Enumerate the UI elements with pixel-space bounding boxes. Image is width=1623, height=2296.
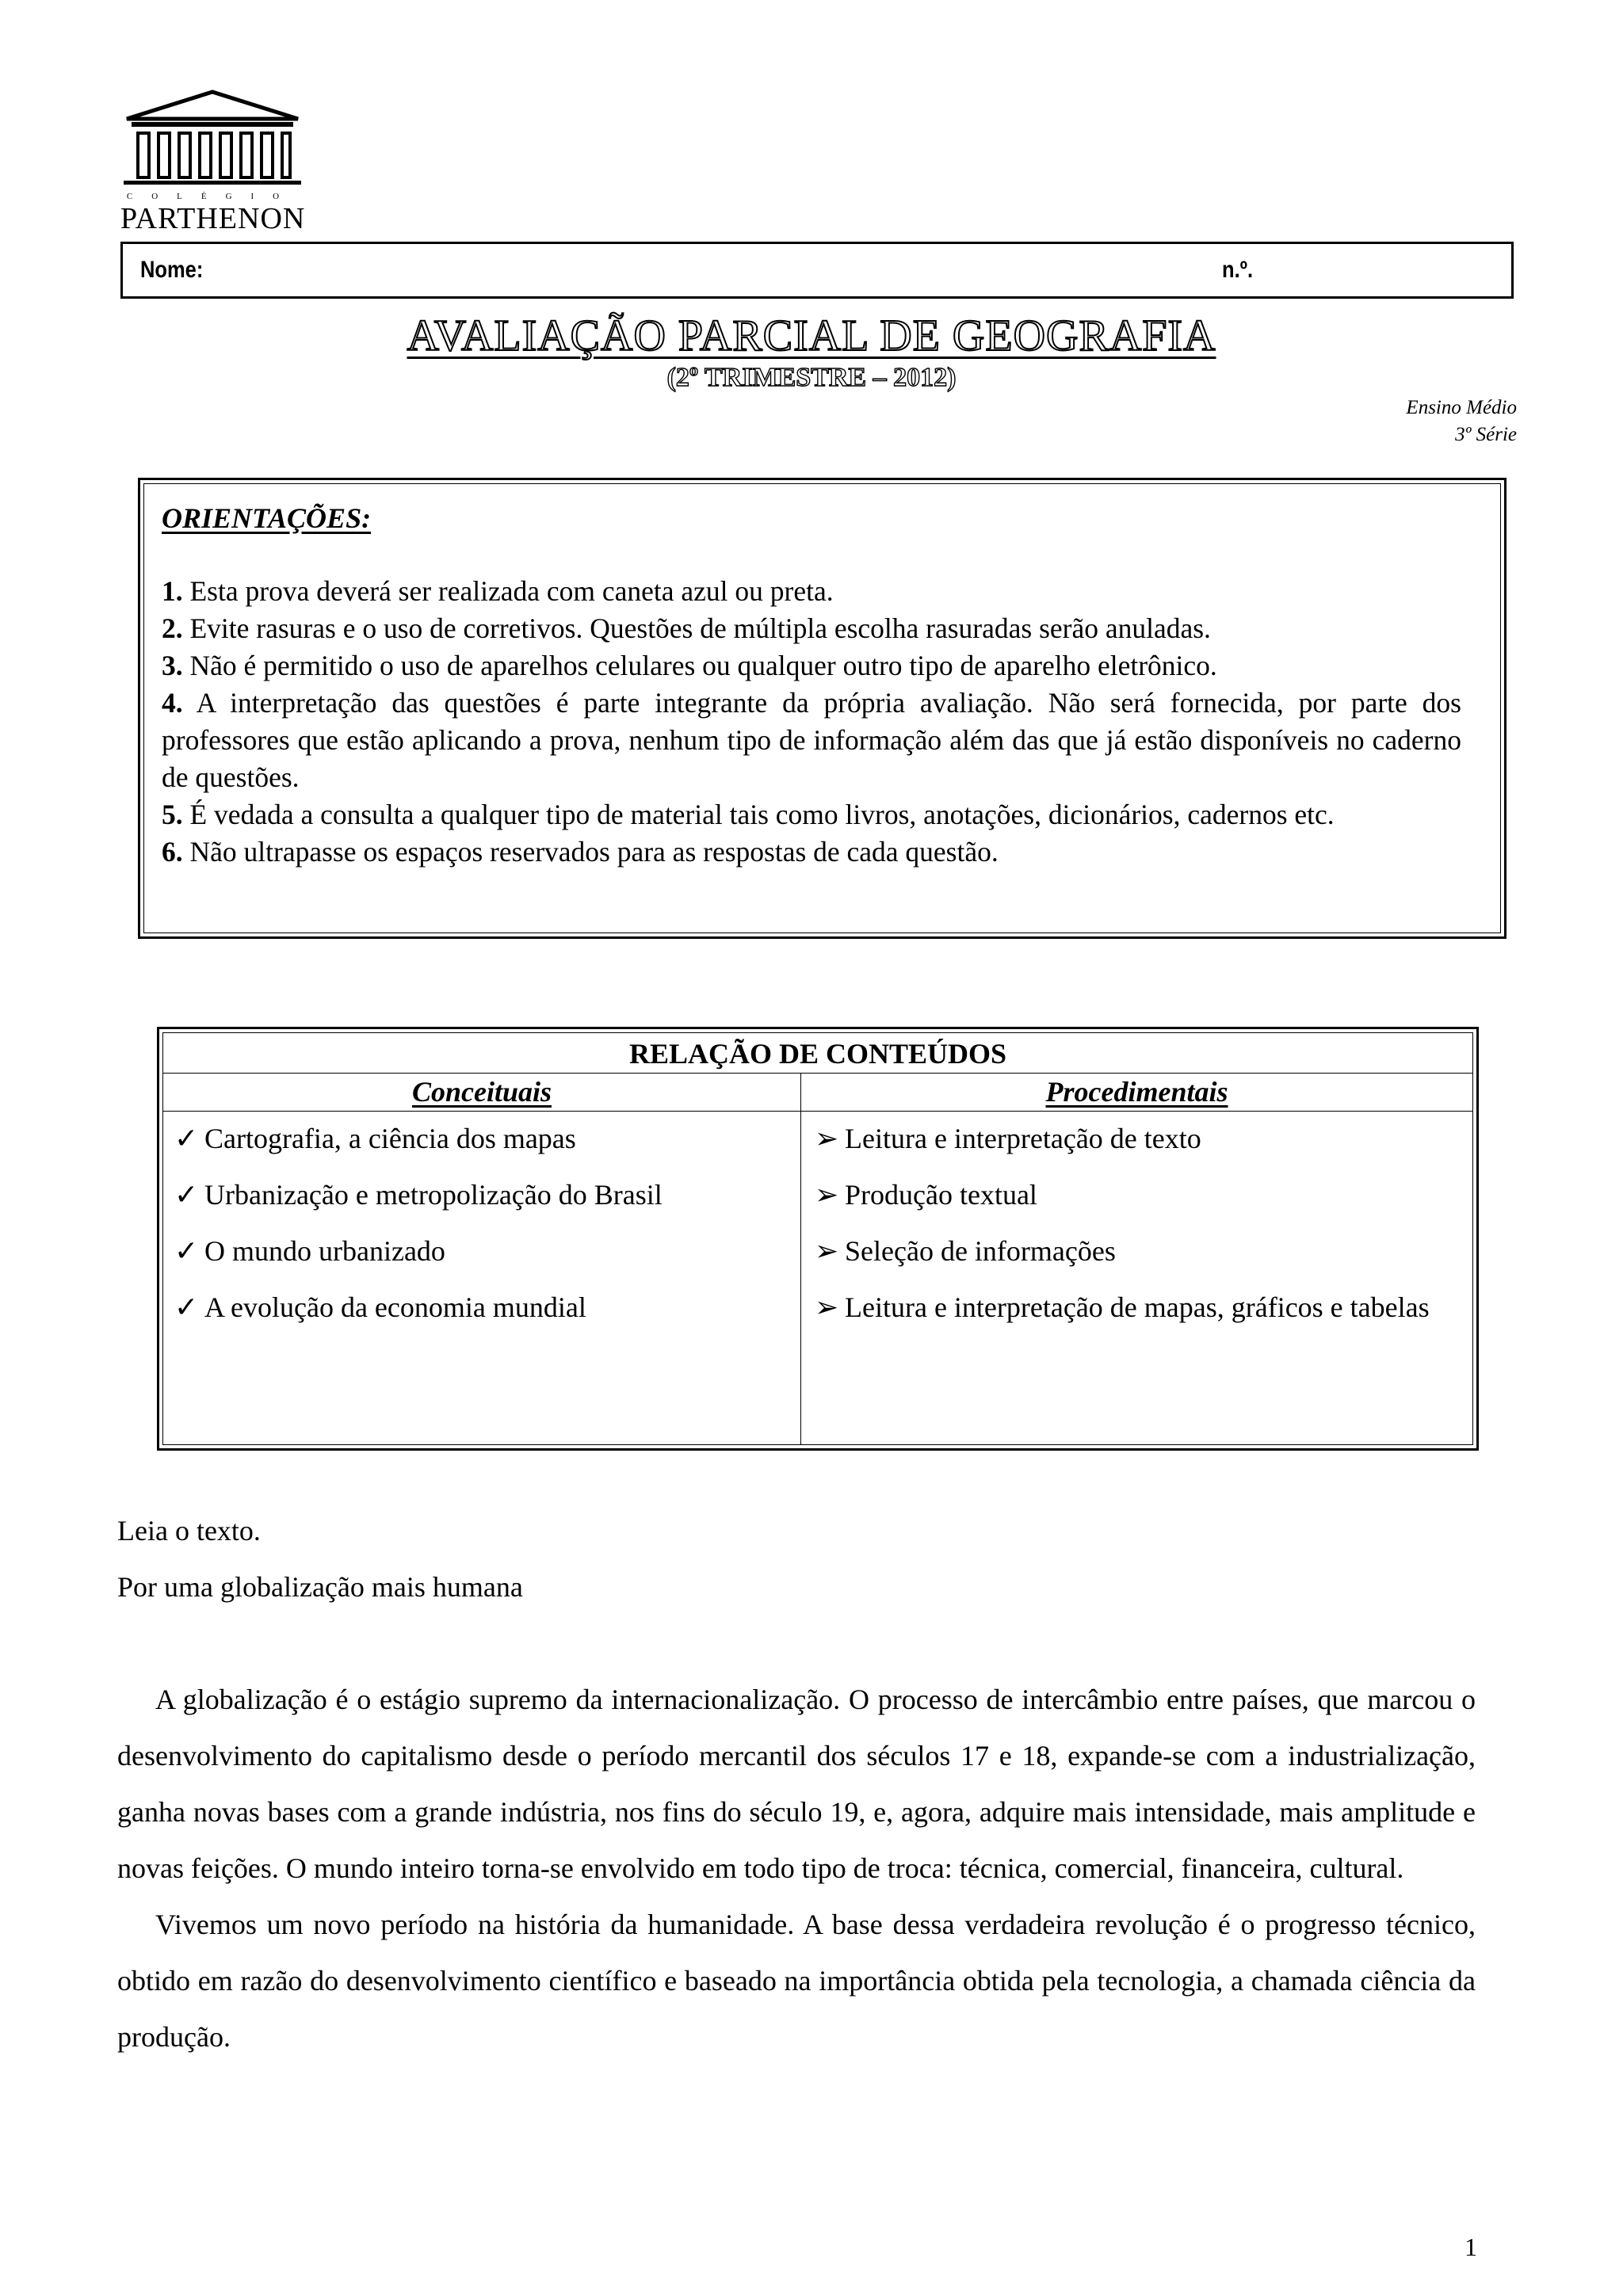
contents-table-title: RELAÇÃO DE CONTEÚDOS — [163, 1033, 1472, 1074]
school-logo — [120, 89, 311, 239]
list-item: ➢ Produção textual — [815, 1167, 1468, 1223]
check-icon: ✓ — [174, 1123, 199, 1154]
list-item: ✓ Cartografia, a ciência dos mapas — [174, 1111, 792, 1167]
list-item: ✓ A evolução da economia mundial — [174, 1280, 792, 1336]
arrow-icon: ➢ — [815, 1179, 839, 1211]
column-header-procedimentais: Procedimentais — [801, 1073, 1472, 1112]
name-label: Nome: — [140, 257, 204, 283]
paragraph: A globalização é o estágio supremo da internacionalização. O processo de intercâmbio entre países, que marcou o desenvolvimento do capitalismo desde o período mercantil dos séculos 17 e 18, expande-se com a industrialização, ganha novas bases com a grande indústria, nos fins do século 19, e, agora, adquire mais intensidade, mais amplitude e novas feições. O mundo inteiro torna-se envolvido em todo tipo de troca: técnica, comercial, financeira, cultural. — [117, 1684, 1476, 1884]
logo-name: PARTHENON — [120, 202, 306, 235]
page-number: 1 — [1465, 2233, 1477, 2261]
list-item: ➢ Leitura e interpretação de texto — [815, 1111, 1468, 1167]
level-info — [1406, 395, 1517, 448]
check-icon: ✓ — [174, 1235, 199, 1267]
level-line-1: Ensino Médio — [1406, 397, 1517, 418]
check-icon: ✓ — [174, 1179, 199, 1211]
parthenon-temple-icon — [120, 89, 304, 192]
logo-subtitle: COLÉGIO — [126, 192, 299, 201]
page-title: AVALIAÇÃO PARCIAL DE GEOGRAFIA — [407, 311, 1216, 360]
check-icon: ✓ — [174, 1291, 199, 1323]
level-line-2: 3º Série — [1455, 424, 1517, 445]
column-header-conceituais: Conceituais — [163, 1073, 800, 1112]
contents-table — [157, 1027, 1479, 1451]
instructions-list — [162, 573, 1461, 871]
number-label: n.º. — [1222, 257, 1254, 283]
list-item: ✓ O mundo urbanizado — [174, 1223, 792, 1280]
instruction-item: 2. Evite rasuras e o uso de corretivos. Questões de múltipla escolha rasuradas serão anuladas. — [162, 612, 1211, 644]
reading-section — [117, 1503, 1476, 2065]
conceituais-list — [174, 1111, 792, 1336]
reading-intro: Leia o texto. — [117, 1515, 261, 1547]
procedimentais-list — [815, 1111, 1468, 1336]
arrow-icon: ➢ — [815, 1123, 839, 1154]
list-item: ➢ Seleção de informações — [815, 1223, 1468, 1280]
list-item: ✓ Urbanização e metropolização do Brasil — [174, 1167, 792, 1223]
list-item: ➢ Leitura e interpretação de mapas, gráficos e tabelas — [815, 1280, 1468, 1336]
student-info-box — [120, 242, 1514, 299]
instruction-item: 4. A interpretação das questões é parte integrante da própria avaliação. Não será fornecida, por parte dos professores que estão aplicando a prova, nenhum tipo de informação além das que já estão disponíveis no caderno de questões. — [162, 687, 1461, 793]
arrow-icon: ➢ — [815, 1291, 839, 1323]
instruction-item: 3. Não é permitido o uso de aparelhos celulares ou qualquer outro tipo de aparelho eletrônico. — [162, 650, 1217, 681]
instruction-item: 6. Não ultrapasse os espaços reservados para as respostas de cada questão. — [162, 836, 999, 868]
instruction-item: 5. É vedada a consulta a qualquer tipo de material tais como livros, anotações, dicionários, cadernos etc. — [162, 799, 1335, 830]
page-subtitle: (2º TRIMESTRE – 2012) — [666, 363, 957, 392]
arrow-icon: ➢ — [815, 1235, 839, 1267]
instructions-title: ORIENTAÇÕES: — [162, 502, 372, 534]
instructions-box — [138, 478, 1507, 939]
text-title: Por uma globalização mais humana — [117, 1571, 523, 1603]
instruction-item: 1. Esta prova deverá ser realizada com caneta azul ou preta. — [162, 575, 834, 607]
paragraph: Vivemos um novo período na história da humanidade. A base dessa verdadeira revolução é o progresso técnico, obtido em razão do desenvolvimento científico e baseado na importância obtida pela tecnologia, a chamada ciência da produção. — [117, 1909, 1476, 2053]
